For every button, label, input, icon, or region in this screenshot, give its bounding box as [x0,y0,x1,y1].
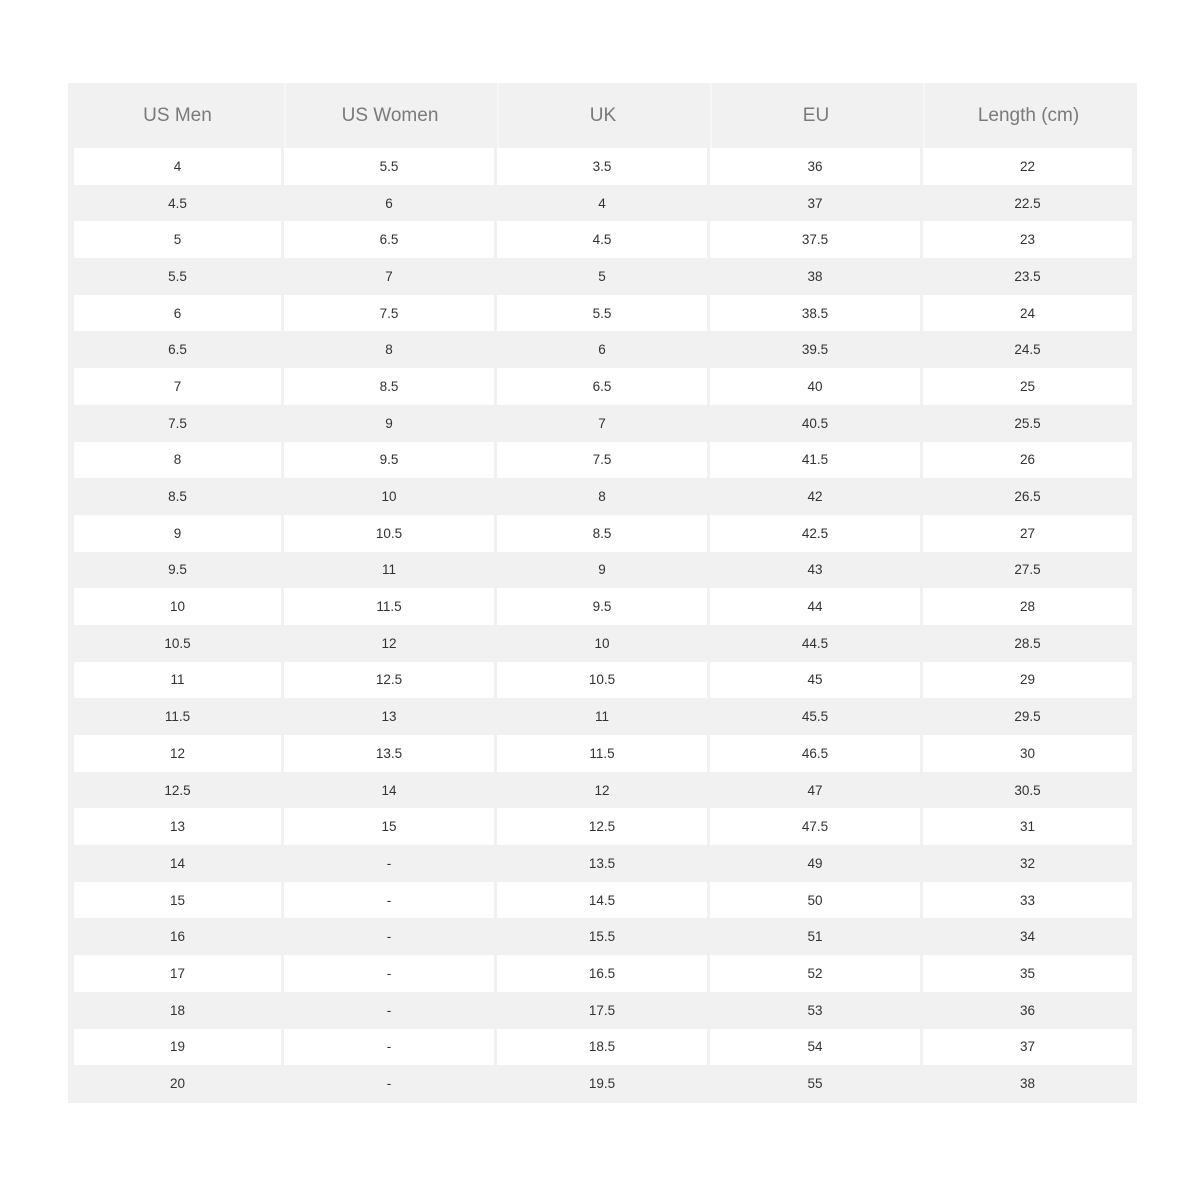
table-cell-uk: 9 [598,562,606,578]
table-row [74,625,1130,662]
table-row [74,808,1130,845]
table-cell-uk: 4.5 [497,221,707,258]
table-cell-length-cm: 34 [1019,929,1036,945]
table-cell-us-men: 9 [74,515,281,552]
table-cell-length-cm: 29 [923,662,1132,699]
table-cell-uk: 8.5 [497,515,707,552]
size-chart-table [68,83,1137,1103]
table-row [74,662,1130,699]
table-cell-us-men: 15 [74,882,281,919]
column-header-length-cm: Length (cm) [923,83,1132,148]
table-cell-us-men: 10.5 [164,635,191,651]
table-cell-eu: 42.5 [710,515,920,552]
table-cell-uk: 7 [598,415,606,431]
table-cell-us-men: 18 [169,1002,186,1018]
table-cell-length-cm: 23.5 [1014,268,1041,284]
column-header-us-women: US Women [284,83,494,148]
table-cell-eu: 51 [807,929,823,945]
table-cell-us-women: 15 [284,808,494,845]
table-cell-length-cm: 36 [1019,1002,1036,1018]
table-cell-eu: 52 [710,955,920,992]
table-cell-us-women: 12.5 [284,662,494,699]
table-cell-length-cm: 24 [923,295,1132,332]
table-cell-length-cm: 38 [1019,1076,1036,1092]
table-cell-eu: 45.5 [801,709,829,725]
table-cell-us-men: 10 [74,588,281,625]
table-cell-us-men: 6 [74,295,281,332]
table-cell-eu: 45 [710,662,920,699]
table-cell-length-cm: 28 [923,588,1132,625]
table-cell-us-women: 11.5 [284,588,494,625]
table-cell-eu: 47 [807,782,823,798]
table-row [74,955,1130,992]
table-cell-eu: 40 [710,368,920,405]
table-cell-length-cm: 29.5 [1014,709,1041,725]
table-cell-uk: 6 [598,342,606,358]
table-cell-us-women: 6 [385,195,393,211]
table-cell-us-men: 7 [74,368,281,405]
table-cell-us-men: 19 [74,1029,281,1066]
table-cell-uk: 5 [598,268,606,284]
table-row [74,588,1130,625]
table-cell-eu: 44.5 [801,635,829,651]
table-cell-us-women: 12 [381,635,397,651]
table-row [74,221,1130,258]
table-cell-us-men: 11.5 [164,709,191,725]
table-cell-us-men: 7.5 [168,415,187,431]
table-cell-eu: 36 [710,148,920,185]
table-cell-length-cm: 25 [923,368,1132,405]
table-row [74,845,1130,882]
table-cell-us-men: 5.5 [168,268,187,284]
table-cell-uk: 5.5 [497,295,707,332]
table-row [74,918,1130,955]
table-cell-eu: 41.5 [710,442,920,479]
table-cell-eu: 38.5 [710,295,920,332]
table-cell-eu: 37.5 [710,221,920,258]
table-cell-eu: 38 [807,268,823,284]
table-row [74,258,1130,295]
table-cell-us-men: 11 [74,662,281,699]
table-row [74,331,1130,368]
table-cell-eu: 43 [807,562,823,578]
table-cell-us-women: 7.5 [284,295,494,332]
table-cell-length-cm: 28.5 [1014,635,1041,651]
table-cell-uk: 13.5 [588,855,616,871]
table-row [74,552,1130,589]
table-cell-us-men: 12 [74,735,281,772]
table-cell-length-cm: 26 [923,442,1132,479]
table-cell-us-men: 16 [169,929,186,945]
table-row [74,442,1130,479]
table-cell-us-men: 4.5 [168,195,187,211]
table-cell-length-cm: 30 [923,735,1132,772]
table-row [74,1029,1130,1066]
table-cell-uk: 18.5 [497,1029,707,1066]
table-cell-us-women: 13.5 [284,735,494,772]
table-cell-length-cm: 35 [923,955,1132,992]
table-cell-eu: 49 [807,855,823,871]
table-cell-us-women: - [386,1002,392,1018]
table-cell-us-men: 14 [169,855,186,871]
table-row [74,698,1130,735]
table-cell-length-cm: 27 [923,515,1132,552]
table-row [74,185,1130,222]
table-cell-eu: 53 [807,1002,823,1018]
table-row [74,478,1130,515]
table-cell-uk: 9.5 [497,588,707,625]
table-cell-us-women: 10 [381,489,397,505]
table-row [74,772,1130,809]
table-cell-uk: 10.5 [497,662,707,699]
table-cell-us-men: 4 [74,148,281,185]
table-row [74,1065,1130,1102]
table-cell-eu: 39.5 [801,342,829,358]
table-row [74,148,1130,185]
table-cell-eu: 40.5 [801,415,829,431]
table-cell-us-women: - [284,1029,494,1066]
table-cell-eu: 55 [807,1076,823,1092]
table-cell-eu: 37 [807,195,823,211]
table-cell-us-women: 5.5 [284,148,494,185]
table-cell-uk: 11.5 [497,735,707,772]
table-cell-us-men: 8.5 [168,489,187,505]
table-cell-length-cm: 31 [923,808,1132,845]
column-header-uk: UK [497,83,707,148]
table-cell-us-women: - [386,929,392,945]
table-cell-uk: 19.5 [588,1076,616,1092]
table-cell-uk: 6.5 [497,368,707,405]
table-cell-uk: 7.5 [497,442,707,479]
table-row [74,295,1130,332]
table-cell-uk: 12 [594,782,610,798]
table-cell-us-women: 13 [381,709,397,725]
column-header-eu: EU [710,83,920,148]
table-row [74,735,1130,772]
table-row [74,368,1130,405]
table-cell-length-cm: 22 [923,148,1132,185]
table-cell-length-cm: 23 [923,221,1132,258]
table-cell-us-women: - [284,955,494,992]
table-cell-us-women: 6.5 [284,221,494,258]
table-cell-us-women: 9 [385,415,393,431]
table-cell-uk: 4 [598,195,606,211]
table-cell-uk: 10 [594,635,610,651]
table-row [74,515,1130,552]
table-cell-eu: 46.5 [710,735,920,772]
table-cell-length-cm: 22.5 [1014,195,1041,211]
table-cell-uk: 8 [598,489,606,505]
table-cell-length-cm: 25.5 [1014,415,1041,431]
table-cell-us-women: 9.5 [284,442,494,479]
table-cell-us-men: 9.5 [168,562,187,578]
table-cell-us-women: 7 [385,268,393,284]
table-cell-us-women: - [386,1076,392,1092]
table-cell-eu: 54 [710,1029,920,1066]
table-cell-uk: 11 [594,709,609,725]
table-cell-us-women: 10.5 [284,515,494,552]
table-cell-uk: 3.5 [497,148,707,185]
table-cell-eu: 44 [710,588,920,625]
table-cell-us-women: - [284,882,494,919]
table-row [74,992,1130,1029]
table-cell-us-women: 11 [381,562,396,578]
table-cell-uk: 12.5 [497,808,707,845]
table-cell-us-women: 14 [381,782,397,798]
table-cell-length-cm: 37 [923,1029,1132,1066]
table-cell-us-men: 17 [74,955,281,992]
table-row [74,882,1130,919]
table-cell-length-cm: 30.5 [1014,782,1041,798]
table-cell-eu: 47.5 [710,808,920,845]
table-cell-uk: 17.5 [588,1002,616,1018]
table-cell-us-men: 8 [74,442,281,479]
table-cell-us-men: 12.5 [164,782,191,798]
table-header-row [74,83,1130,148]
table-cell-uk: 15.5 [588,929,616,945]
table-body [74,148,1130,1102]
table-row [74,405,1130,442]
table-cell-length-cm: 24.5 [1014,342,1041,358]
column-header-us-men: US Men [143,104,212,126]
table-cell-us-men: 20 [169,1076,186,1092]
table-cell-eu: 42 [807,489,823,505]
table-cell-us-women: 8.5 [284,368,494,405]
table-cell-us-men: 13 [74,808,281,845]
table-cell-uk: 16.5 [497,955,707,992]
table-cell-eu: 50 [710,882,920,919]
table-cell-us-women: 8 [385,342,393,358]
table-cell-length-cm: 26.5 [1014,489,1041,505]
table-cell-us-men: 6.5 [168,342,187,358]
table-cell-length-cm: 27.5 [1014,562,1041,578]
table-cell-length-cm: 32 [1019,855,1036,871]
table-cell-us-women: - [386,855,392,871]
table-cell-uk: 14.5 [497,882,707,919]
table-cell-length-cm: 33 [923,882,1132,919]
table-cell-us-men: 5 [74,221,281,258]
